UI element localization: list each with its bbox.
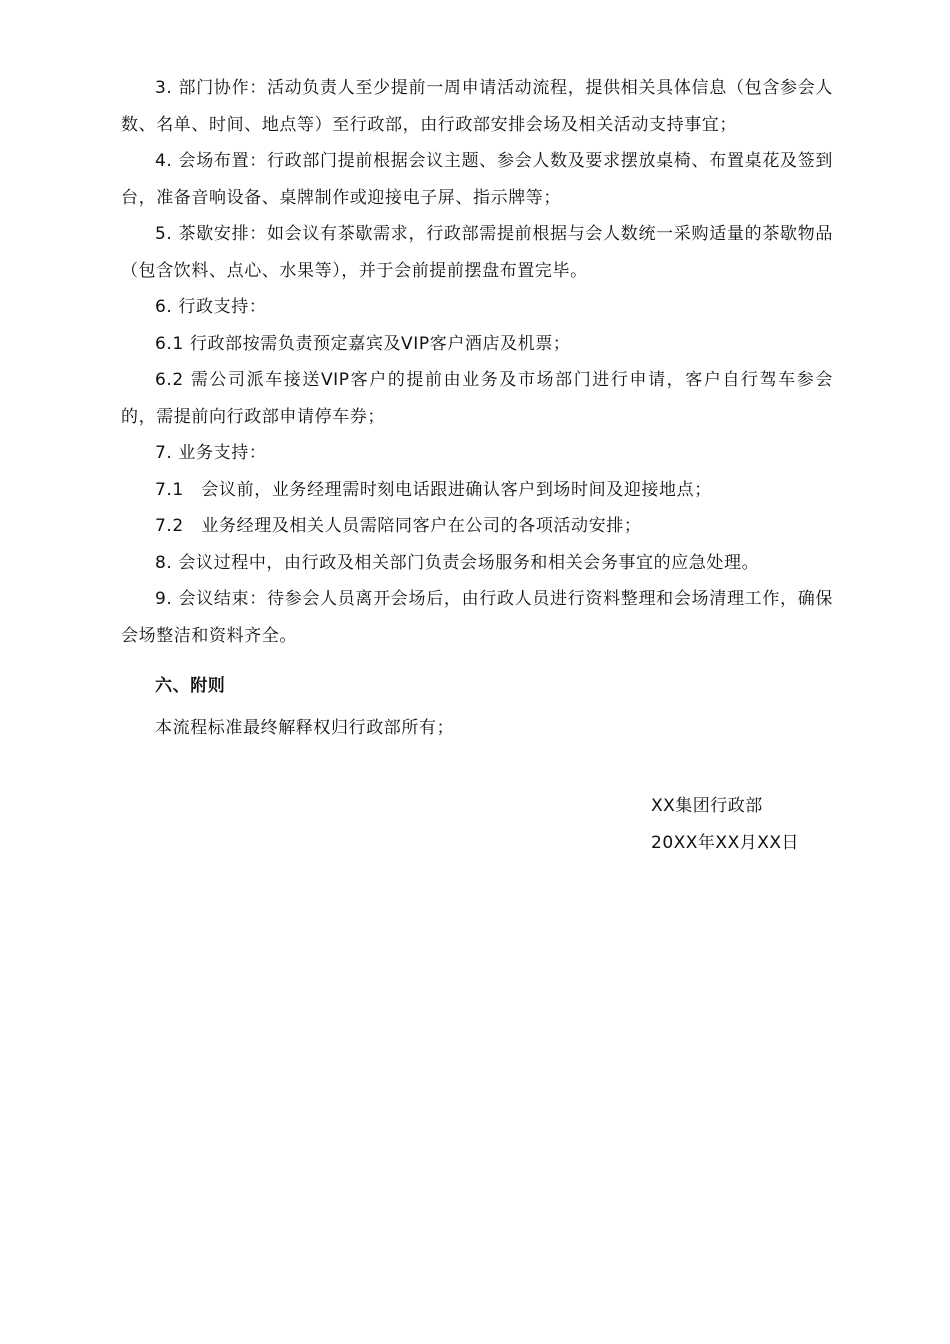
clause-3-department-cooperation: 3. 部门协作：活动负责人至少提前一周申请活动流程，提供相关具体信息（包含参会人数、名单、时间、地点等）至行政部，由行政部安排会场及相关活动支持事宜； bbox=[121, 78, 833, 135]
section-heading-appendix: 六、附则 bbox=[155, 676, 226, 696]
clause-7-2: 7.2 业务经理及相关人员需陪同客户在公司的各项活动安排； bbox=[155, 516, 642, 536]
clause-7-business-support: 7. 业务支持： bbox=[155, 443, 267, 463]
clause-6-admin-support: 6. 行政支持： bbox=[155, 297, 267, 317]
signature-org: XX集团行政部 bbox=[651, 796, 763, 816]
signature-date: 20XX年XX月XX日 bbox=[651, 832, 800, 853]
clause-4-venue-setup: 4. 会场布置：行政部门提前根据会议主题、参会人数及要求摆放桌椅、布置桌花及签到台，准备音响设备、桌牌制作或迎接电子屏、指示牌等； bbox=[121, 151, 833, 208]
clause-7-1: 7.1 会议前，业务经理需时刻电话跟进确认客户到场时间及迎接地点； bbox=[155, 479, 712, 500]
clause-6-1: 6.1 行政部按需负责预定嘉宾及VIP客户酒店及机票； bbox=[155, 333, 571, 354]
clause-8: 8. 会议过程中，由行政及相关部门负责会场服务和相关会务事宜的应急处理。 bbox=[155, 552, 760, 573]
clause-6-2: 6.2 需公司派车接送VIP客户的提前由业务及市场部门进行申请，客户自行驾车参会的，需提前向行政部申请停车券； bbox=[121, 370, 833, 427]
signature-block bbox=[651, 788, 799, 861]
clause-5-tea-break: 5. 茶歇安排：如会议有茶歇需求，行政部需提前根据与会人数统一采购适量的茶歇物品（包含饮料、点心、水果等），并于会前提前摆盘布置完毕。 bbox=[121, 224, 833, 281]
clause-9-meeting-end: 9. 会议结束：待参会人员离开会场后，由行政人员进行资料整理和会场清理工作，确保会场整洁和资料齐全。 bbox=[121, 589, 833, 646]
appendix-body: 本流程标准最终解释权归行政部所有； bbox=[155, 718, 455, 738]
document-body bbox=[121, 70, 833, 747]
